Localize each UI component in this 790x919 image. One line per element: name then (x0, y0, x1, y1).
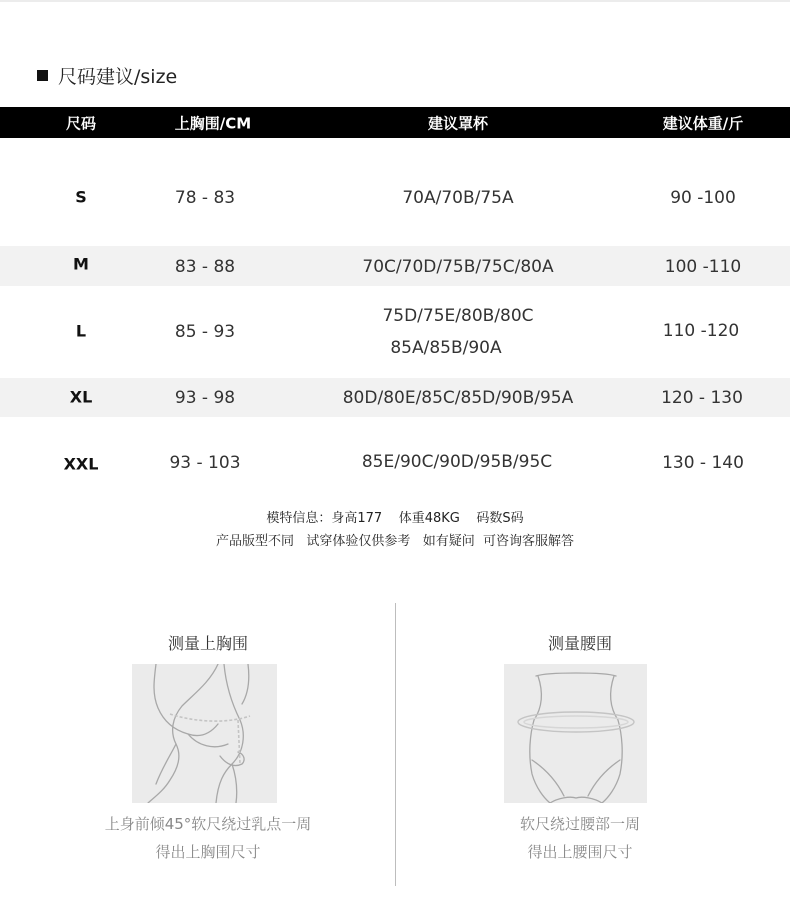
size-cell: XL (69, 387, 93, 407)
section-title-text: 尺码建议/size (58, 65, 178, 88)
weight-cell: 110 -120 (662, 321, 740, 341)
table-row-s (0, 138, 790, 246)
table-row-l (0, 286, 790, 378)
square-bullet-icon (37, 70, 48, 81)
size-cell: M (73, 254, 89, 274)
section-title (37, 62, 177, 88)
size-cell: XXL (63, 454, 99, 474)
size-table-header (0, 107, 790, 138)
chest-measure-illustration (132, 664, 277, 803)
table-row-xl (0, 378, 790, 417)
cup-cell-line-1: 75D/75E/80B/80C (382, 306, 534, 326)
measure-chest-title: 测量上胸围 (167, 634, 249, 653)
size-cell: L (75, 321, 87, 341)
torso-silhouette-icon (504, 664, 647, 803)
chest-cell: 85 - 93 (174, 322, 236, 342)
size-cell: S (75, 187, 87, 207)
waist-measure-illustration (504, 664, 647, 803)
cup-cell: 70C/70D/75B/75C/80A (362, 257, 554, 277)
header-size: 尺码 (65, 114, 97, 133)
fit-disclaimer: 产品版型不同 试穿体验仅供参考 如有疑问 可咨询客服解答 (215, 534, 575, 549)
weight-cell: 120 - 130 (661, 388, 743, 408)
table-row-m (0, 246, 790, 286)
chest-cell: 83 - 88 (174, 257, 236, 277)
top-divider (0, 0, 790, 2)
waist-caption-line-2: 得出上腰围尺寸 (527, 843, 633, 861)
chest-caption-line-2: 得出上胸围尺寸 (155, 843, 261, 861)
header-weight: 建议体重/斤 (662, 114, 744, 133)
cup-cell: 70A/70B/75A (402, 188, 514, 208)
body-silhouette-icon (132, 664, 277, 803)
weight-cell: 100 -110 (664, 257, 742, 277)
header-cup: 建议罩杯 (427, 114, 489, 133)
weight-cell: 90 -100 (670, 188, 736, 208)
chest-cell: 93 - 103 (169, 453, 241, 473)
chest-caption-line-1: 上身前倾45°软尺绕过乳点一周 (104, 815, 312, 833)
chest-cell: 93 - 98 (174, 388, 236, 408)
weight-cell: 130 - 140 (662, 453, 744, 473)
header-chest: 上胸围/CM (174, 114, 252, 133)
cup-cell: 80D/80E/85C/85D/90B/95A (342, 388, 574, 408)
panel-divider (395, 603, 396, 886)
cup-cell: 85E/90C/90D/95B/95C (361, 452, 553, 472)
cup-cell-line-2: 85A/85B/90A (390, 338, 502, 358)
measure-waist-title: 测量腰围 (547, 634, 613, 653)
waist-caption-line-1: 软尺绕过腰部一周 (519, 815, 641, 833)
table-row-xxl (0, 417, 790, 497)
chest-cell: 78 - 83 (174, 188, 236, 208)
model-info: 模特信息：身高177 体重48KG 码数S码 (266, 511, 524, 526)
